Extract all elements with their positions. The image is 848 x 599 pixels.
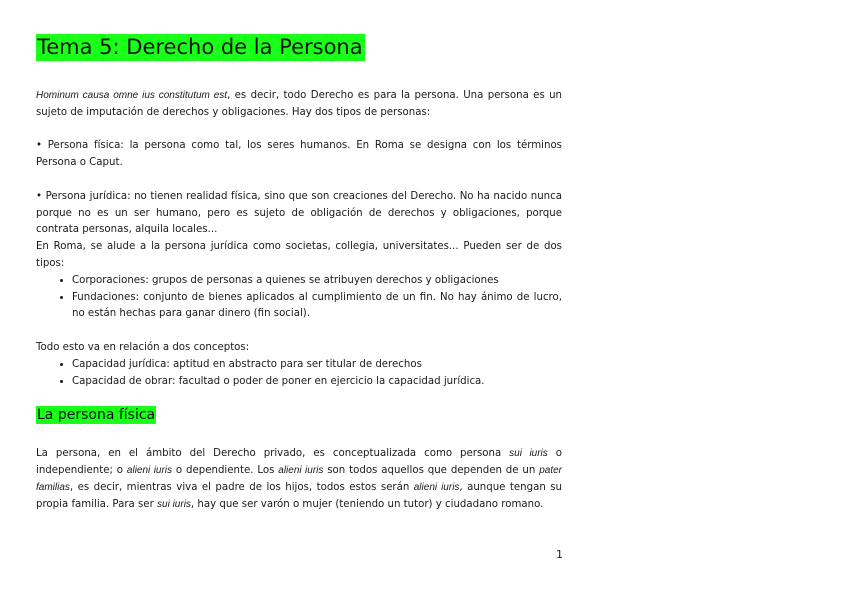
conceptos-intro: Todo esto va en relación a dos conceptos: [36, 341, 250, 353]
latin-term: alieni iuris [126, 465, 173, 477]
latin-term: sui iuris [157, 498, 191, 510]
persona-fisica-paragraph [36, 446, 562, 513]
text-run: son todos aquellos que dependen de un [323, 465, 540, 477]
list-item: • Capacidad de obrar: facultad o poder de poner en ejercicio la capacidad jurídica. [72, 374, 562, 391]
tipos-list [36, 273, 562, 323]
list-item: • Capacidad jurídica: aptitud en abstracto para ser titular de derechos [72, 357, 562, 374]
latin-term: pater familias [36, 465, 563, 493]
latin-term: alieni iuris [413, 481, 460, 493]
text-run: , es decir, mientras viva el padre de los hijos, todos estos serán [69, 481, 414, 493]
list-item: • Fundaciones: conjunto de bienes aplicados al cumplimiento de un fin. No hay ánimo de lucro, no están hechas para ganar dinero (fin social). [72, 290, 562, 324]
list-item: • Corporaciones: grupos de personas a quienes se atribuyen derechos y obligaciones [72, 273, 562, 290]
section-heading: La persona física [37, 407, 156, 424]
text-run: , aunque tengan su propia familia. Para ser [36, 481, 562, 510]
conceptos-list [36, 357, 562, 391]
intro-paragraph [36, 88, 562, 122]
text-run: o dependiente. Los [172, 465, 279, 477]
intro-text: , es decir, todo Derecho es para la persona. Una persona es un sujeto de imputación de derechos y obligaciones. Hay dos tipos de personas: [36, 90, 563, 118]
page-number: 1 [556, 548, 563, 561]
persona-juridica-item: • Persona jurídica: no tienen realidad física, sino que son creaciones del Derecho. No ha nacido nunca porque no es un ser humano, pero es sujeto de obligación de derechos y obligaciones, porque contrata personas, alquila locales... [36, 190, 562, 236]
text-run: La persona, en el ámbito del Derecho privado, es conceptualizada como persona [36, 448, 510, 460]
document-title: Tema 5: Derecho de la Persona [37, 35, 363, 59]
latin-term: sui iuris [509, 448, 548, 460]
persona-fisica-item: • Persona física: la persona como tal, los seres humanos. En Roma se designa con los términos Persona o Caput. [36, 140, 562, 169]
roma-paragraph: En Roma, se alude a la persona jurídica como societas, collegia, universitates... Pueden ser de dos tipos: [36, 241, 562, 269]
document-page [36, 34, 562, 514]
latin-term: alieni iuris [278, 465, 324, 477]
text-run: , hay que ser varón o mujer (teniendo un tutor) y ciudadano romano. [190, 498, 544, 510]
latin-phrase: Hominum causa omne ius constitutum est [36, 90, 228, 101]
text-run: o independiente; o [36, 448, 562, 477]
